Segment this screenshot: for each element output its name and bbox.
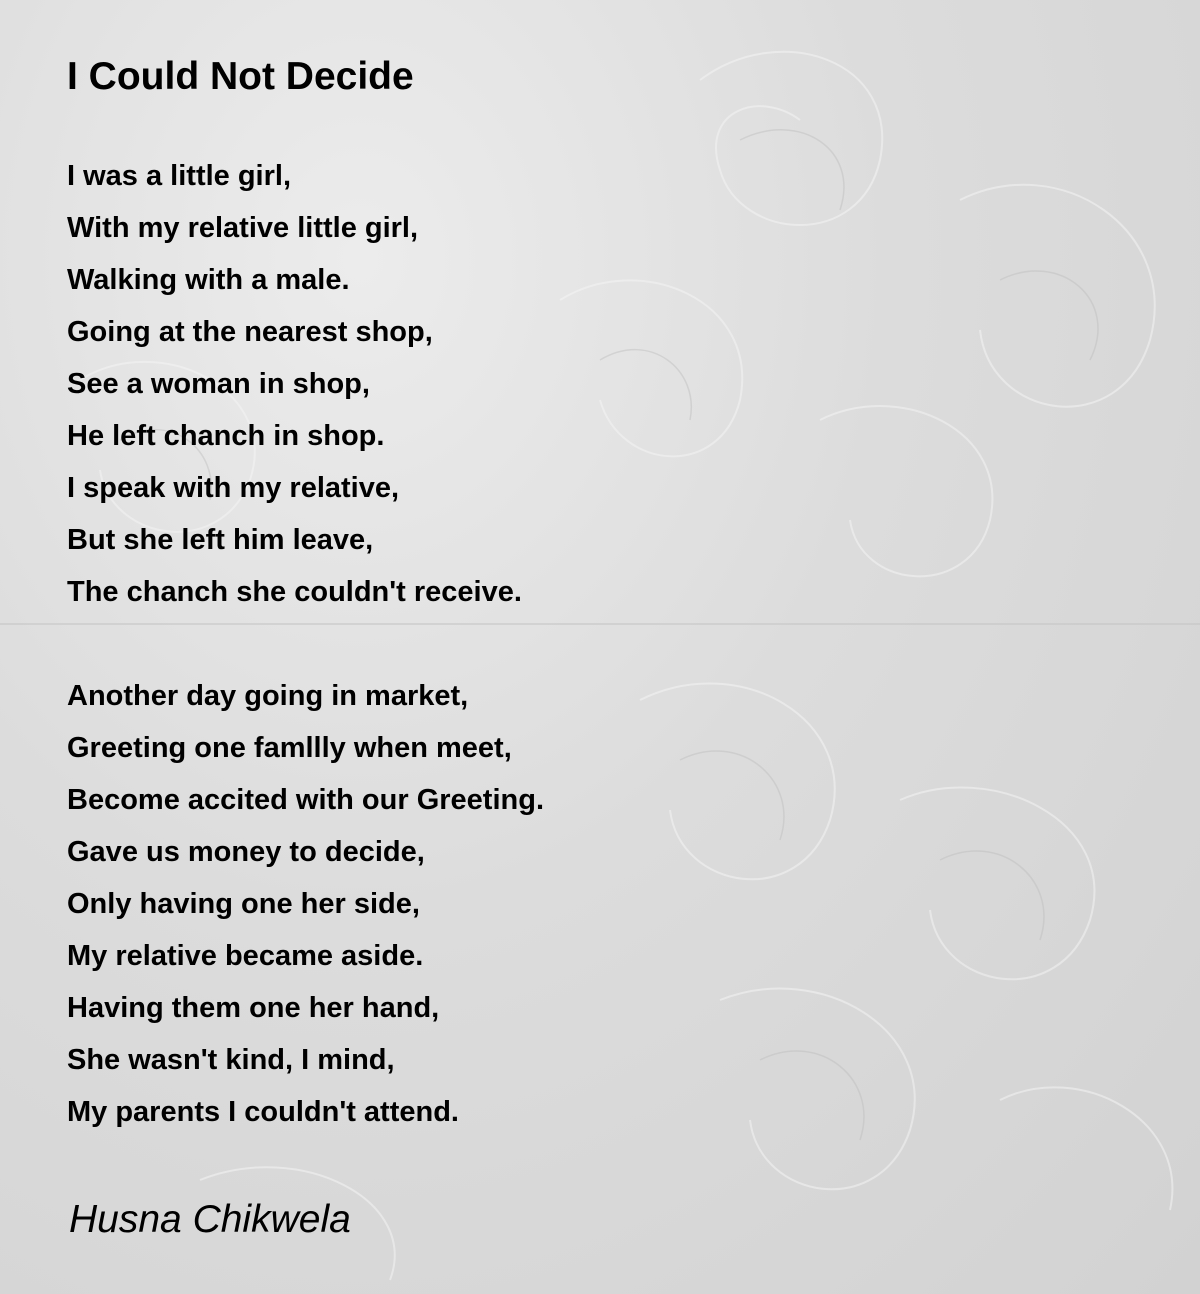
poem-line: But she left him leave, [67, 524, 374, 556]
poem-line: Another day going in market, [67, 680, 469, 712]
poem-line: Having them one her hand, [67, 992, 440, 1024]
poem-line: Become accited with our Greeting. [67, 784, 544, 816]
poem-title: I Could Not Decide [67, 55, 414, 98]
poem-line: Going at the nearest shop, [67, 316, 433, 348]
poem-line: I speak with my relative, [67, 472, 400, 504]
poem-line: My parents I couldn't attend. [67, 1096, 459, 1128]
poem-line: The chanch she couldn't receive. [67, 576, 522, 608]
poem-line: My relative became aside. [67, 940, 424, 972]
stanza-2 [67, 670, 544, 1138]
poem-line: Greeting one famllly when meet, [67, 732, 512, 764]
poem-line: Walking with a male. [67, 264, 350, 296]
poem-line: Only having one her side, [67, 888, 420, 920]
poem-author: Husna Chikwela [69, 1198, 351, 1241]
poem-line: He left chanch in shop. [67, 420, 385, 452]
poem-line: With my relative little girl, [67, 212, 419, 244]
poem-line: Gave us money to decide, [67, 836, 425, 868]
poem-line: She wasn't kind, I mind, [67, 1044, 395, 1076]
poem-line: See a woman in shop, [67, 368, 370, 400]
stanza-1 [67, 150, 522, 618]
poem-line: I was a little girl, [67, 160, 292, 192]
